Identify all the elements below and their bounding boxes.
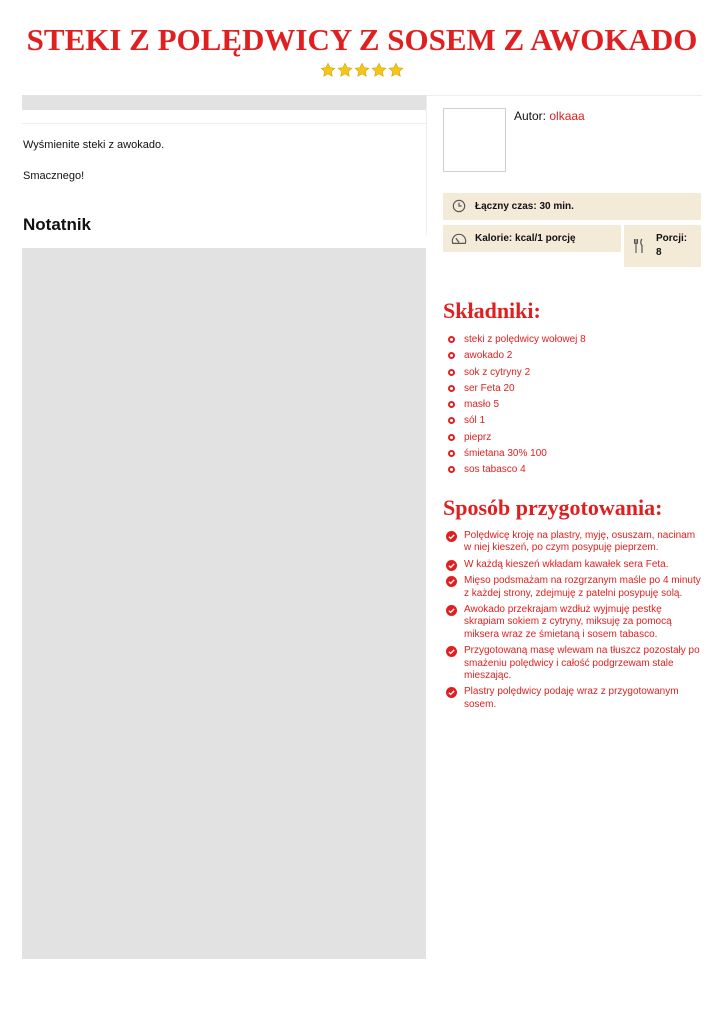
author-name-link[interactable]: olkaaa <box>549 109 585 123</box>
ingredient-item <box>448 414 708 430</box>
ingredient-text: ser Feta 20 <box>464 382 515 394</box>
ingredient-item <box>448 447 708 463</box>
step-text: Przygotowaną masę wlewam na tłuszcz pozostały po smażeniu polędwicy i całość podgrzewam stale mieszając. <box>464 645 700 682</box>
star-icon <box>354 62 370 78</box>
method-title: Sposób przygotowania: <box>443 495 663 520</box>
ring-bullet-icon <box>448 466 455 473</box>
ring-bullet-icon <box>448 417 455 424</box>
step-item <box>446 686 704 711</box>
ingredient-text: sól 1 <box>464 415 486 427</box>
ingredients-list <box>448 333 708 480</box>
step-item <box>446 575 704 600</box>
calories-box <box>443 225 621 252</box>
left-divider <box>22 123 426 124</box>
method-steps <box>446 530 704 715</box>
notes-title: Notatnik <box>23 215 91 234</box>
ring-bullet-icon <box>448 369 455 376</box>
ingredient-item <box>448 333 708 349</box>
ingredient-item <box>448 349 708 365</box>
step-text: Polędwicę kroję na plastry, myję, osuszam, nacinam w niej kieszeń, po czym posypuję pieprzem. <box>464 530 696 554</box>
author-label: Autor: <box>514 109 550 123</box>
total-time-box <box>443 193 701 220</box>
check-circle-icon <box>446 646 457 657</box>
ring-bullet-icon <box>448 450 455 457</box>
rating-stars <box>0 62 724 80</box>
ingredient-item <box>448 463 708 479</box>
ingredients-title: Składniki: <box>443 298 541 323</box>
star-icon <box>320 62 336 78</box>
star-icon <box>388 62 404 78</box>
recipe-title: STEKI Z POLĘDWICY Z SOSEM Z AWOKADO <box>26 22 698 57</box>
ingredient-item <box>448 366 708 382</box>
notes-area[interactable] <box>22 248 426 959</box>
servings-label: Porcji: <box>656 233 688 244</box>
calories-text: Kalorie: kcal/1 porcję <box>475 233 576 244</box>
step-item <box>446 530 704 555</box>
total-time-text: Łączny czas: 30 min. <box>475 201 574 212</box>
recipe-description: Wyśmienite steki z awokado. <box>23 139 165 151</box>
check-circle-icon <box>446 576 457 587</box>
clock-icon <box>452 199 466 213</box>
check-circle-icon <box>446 560 457 571</box>
star-icon <box>371 62 387 78</box>
ring-bullet-icon <box>448 385 455 392</box>
recipe-closing: Smacznego! <box>23 170 85 182</box>
gauge-icon <box>451 232 467 245</box>
header-placeholder-bar <box>22 95 426 110</box>
star-icon <box>337 62 353 78</box>
author-photo <box>443 108 506 172</box>
ingredient-item <box>448 398 708 414</box>
ingredient-text: pieprz <box>464 431 492 443</box>
servings-box <box>624 225 701 267</box>
check-circle-icon <box>446 687 457 698</box>
ring-bullet-icon <box>448 434 455 441</box>
step-text: W każdą kieszeń wkładam kawałek sera Feta. <box>464 558 669 570</box>
ring-bullet-icon <box>448 401 455 408</box>
ingredient-text: awokado 2 <box>464 350 513 362</box>
cutlery-icon <box>633 238 645 254</box>
step-text: Mięso podsmażam na rozgrzanym maśle po 4 minuty z każdej strony, zdejmuję z patelni posypuję solą. <box>464 575 701 599</box>
author <box>514 109 585 123</box>
step-item <box>446 559 704 571</box>
ring-bullet-icon <box>448 352 455 359</box>
ingredient-text: masło 5 <box>464 399 500 411</box>
column-divider <box>426 95 427 235</box>
ingredient-item <box>448 431 708 447</box>
ingredient-text: śmietana 30% 100 <box>464 448 547 460</box>
step-item <box>446 604 704 641</box>
ring-bullet-icon <box>448 336 455 343</box>
ingredient-text: sos tabasco 4 <box>464 464 526 476</box>
check-circle-icon <box>446 531 457 542</box>
ingredient-item <box>448 382 708 398</box>
step-text: Plastry polędwicy podaję wraz z przygotowanym sosem. <box>464 686 679 710</box>
step-item <box>446 645 704 682</box>
check-circle-icon <box>446 605 457 616</box>
ingredient-text: sok z cytryny 2 <box>464 366 531 378</box>
step-text: Awokado przekrajam wzdłuż wyjmuję pestkę skrapiam sokiem z cytryny, miksuję za pomocą miksera wraz ze śmietaną i sosem tabasco. <box>464 604 672 640</box>
ingredient-text: steki z polędwicy wołowej 8 <box>464 334 586 345</box>
servings-value: 8 <box>656 247 662 258</box>
